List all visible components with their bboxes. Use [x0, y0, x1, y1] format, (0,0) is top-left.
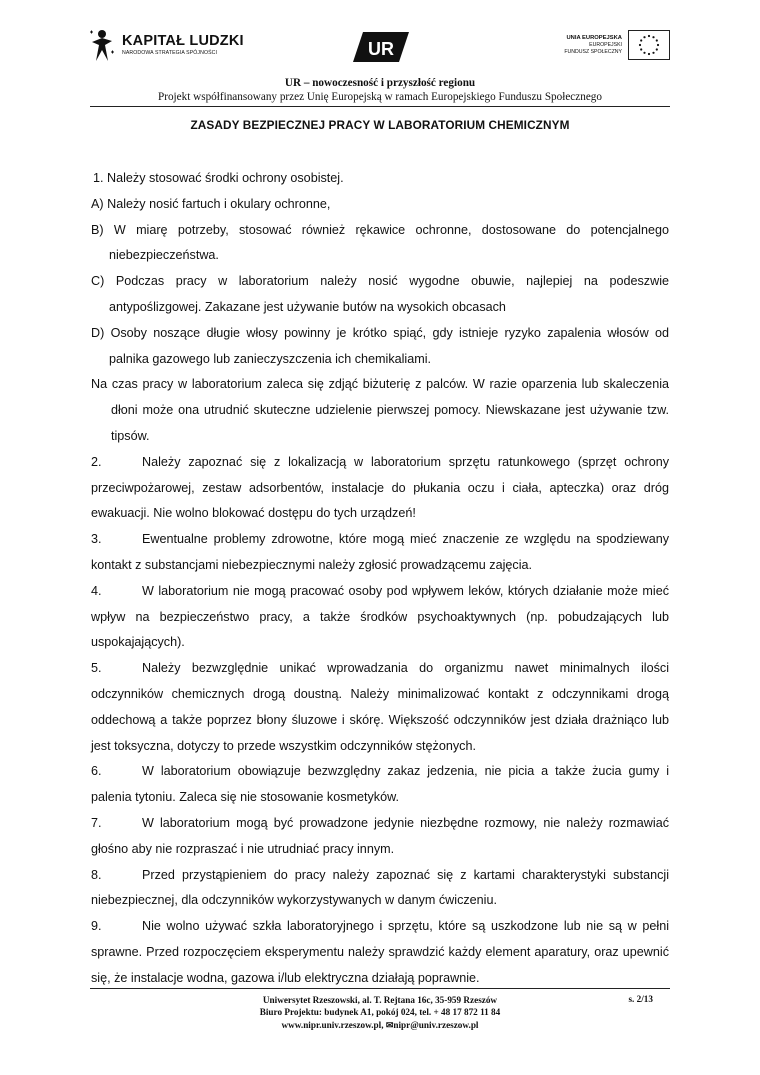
rule-3: [91, 527, 669, 579]
eu-logo-line1: UNIA EUROPEJSKA: [566, 34, 622, 41]
header-divider: [90, 106, 670, 107]
envelope-icon: ✉: [385, 1019, 394, 1030]
eu-logo-line2: EUROPEJSKI: [589, 41, 622, 48]
page-number: s. 2/13: [628, 994, 653, 1004]
kapital-ludzki-title: KAPITAŁ LUDZKI: [122, 32, 244, 49]
rule-number: 8.: [91, 867, 102, 882]
rules-content: [91, 166, 669, 992]
rule-number: 4.: [91, 583, 102, 598]
rule-text: Należy bezwzględnie unikać wprowadzania do organizmu nawet minimalnych ilości odczynników chemicznych drogą doustną. Należy minimalizować kontakt z odczynnikami drogą oddechową a także poprzez błony śluzowe i skórę. Większość odczynników jest działa drażniąco lub jest toksyczna, dotyczy to przede wszystkim odczynników stężonych.: [91, 661, 669, 753]
project-funding: Projekt współfinansowany przez Unię Europejską w ramach Europejskiego Funduszu Społecznego: [158, 91, 602, 103]
rule-text: W laboratorium nie mogą pracować osoby pod wpływem leków, których działanie może mieć wpływ na bezpieczeństwo pracy, a także środków psychoaktywnych (np. pobudzających lub uspokajających).: [91, 583, 669, 650]
rule-9: [91, 914, 669, 991]
document-title: ZASADY BEZPIECZNEJ PRACY W LABORATORIUM CHEMICZNYM: [190, 118, 570, 132]
header-logos: [88, 22, 670, 68]
rule-text: Nie wolno używać szkła laboratoryjnego i sprzętu, które są uszkodzone lub nie są w pełni sprawne. Przed rozpoczęciem eksperymentu należy sprawdzić każdy element aparatury, oraz upewnić się, że instalacje wodna, gazowa i/lub elektryczna działają poprawnie.: [91, 919, 669, 985]
rule-7: [91, 811, 669, 863]
footer-address: Uniwersytet Rzeszowski, al. T. Rejtana 16c, 35-959 Rzeszów: [262, 995, 498, 1005]
rule-text: Należy zapoznać się z lokalizacją w laboratorium sprzętu ratunkowego (sprzęt ochrony przeciwpożarowej, zestaw adsorbentów, instalacje do płukania oczu i ciała, apteczka) oraz dróg ewakuacji. Nie wolno blokować dostępu do tych urządzeń!: [91, 454, 669, 521]
rule-text: W laboratorium obowiązuje bezwzględny zakaz jedzenia, nie picia a także żucia gumy i palenia tytoniu. Zaleca się nie stosowanie kosmetyków.: [91, 764, 669, 805]
rule-1-a: A) Należy nosić fartuch i okulary ochronne,: [91, 196, 331, 211]
eu-logo-line3: FUNDUSZ SPOŁECZNY: [564, 48, 622, 55]
kapital-ludzki-subtitle: NARODOWA STRATEGIA SPÓJNOŚCI: [122, 49, 218, 56]
kapital-ludzki-figure-icon: [88, 28, 116, 62]
rule-text: Ewentualne problemy zdrowotne, które mogą mieć znaczenie ze względu na spodziewany kontakt z substancjami niebezpiecznymi należy zgłosić prowadzącemu zajęcia.: [91, 532, 669, 572]
rule-4: [91, 579, 669, 656]
rule-number: 6.: [91, 764, 102, 779]
rule-number: 7.: [91, 815, 102, 830]
rule-1-e: Na czas pracy w laboratorium zaleca się zdjąć biżuterię z palców. W razie oparzenia lub skaleczenia dłoni może ona utrudnić skuteczne udzielenie pierwszej pomocy. Niewskazane jest używanie tzw. tipsów.: [91, 377, 669, 443]
rule-1-d: D) Osoby noszące długie włosy powinny je krótko spiąć, gdy istnieje ryzyko zapalenia włosów od palnika gazowego lub zanieczyszczenia ich chemikaliami.: [91, 325, 669, 366]
rule-number: 5.: [91, 661, 102, 676]
ur-logo-text: UR: [368, 39, 394, 59]
footer-email-link[interactable]: nipr@univ.rzeszow.pl: [393, 1019, 479, 1030]
footer-contact: [0, 1019, 760, 1031]
rule-5: [91, 656, 669, 759]
eu-flag-icon: [628, 30, 670, 60]
project-header: [0, 76, 760, 104]
rule-text: W laboratorium mogą być prowadzone jedynie niezbędne rozmowy, nie należy rozmawiać głośno aby nie rozpraszać i nie utrudniać pracy innym.: [91, 815, 669, 856]
ur-logo: [351, 30, 411, 64]
rule-6: [91, 759, 669, 811]
kapital-ludzki-logo: [88, 28, 244, 62]
rule-8: [91, 863, 669, 915]
rule-1-c: C) Podczas pracy w laboratorium należy nosić wygodne obuwie, najlepiej na podeszwie antypoślizgowej. Zakazane jest używanie butów na wysokich obcasach: [91, 274, 669, 314]
rule-number: 3.: [91, 532, 102, 547]
rule-number: 2.: [91, 454, 102, 469]
footer-office: Biuro Projektu: budynek A1, pokój 024, tel. + 48 17 872 11 84: [259, 1007, 501, 1018]
footer-divider: [90, 988, 670, 989]
eu-logo: [564, 30, 670, 60]
rule-2: [91, 450, 669, 527]
rule-number: 9.: [91, 919, 102, 934]
rule-1-b: B) W miarę potrzeby, stosować również rękawice ochronne, dostosowane do potencjalnego niebezpieczeństwa.: [91, 222, 669, 263]
project-name: UR – nowoczesność i przyszłość regionu: [284, 77, 476, 89]
rule-text: Przed przystąpieniem do pracy należy zapoznać się z kartami charakterystyki substancji niebezpiecznej, dla odczynników wykorzystywanych w danym ćwiczeniu.: [91, 867, 669, 908]
rule-1: 1. Należy stosować środki ochrony osobistej.: [93, 171, 344, 185]
footer-website-link[interactable]: www.nipr.univ.rzeszow.pl,: [281, 1019, 384, 1030]
